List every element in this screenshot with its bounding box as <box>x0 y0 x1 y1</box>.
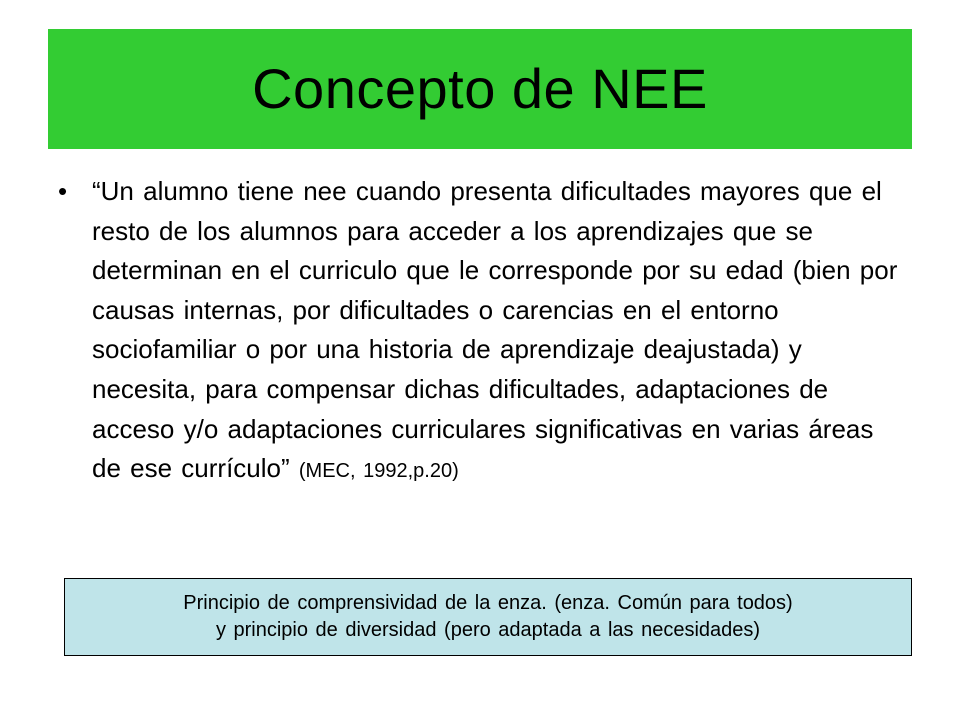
slide-title: Concepto de NEE <box>252 57 708 120</box>
note-line-1: Principio de comprensividad de la enza. (enza. Común para todos) <box>183 592 793 614</box>
slide-body <box>58 172 898 492</box>
title-banner <box>48 29 912 149</box>
bullet-icon: • <box>58 176 68 206</box>
quote-text: “Un alumno tiene nee cuando presenta dificultades mayores que el resto de los alumnos para acceder a los aprendizajes que se determinan en el curriculo que le corresponde por su edad (bien por causas internas, por dificultades o carencias en el entorno sociofamiliar o por una historia de aprendizaje deajustada) y necesita, para compensar dichas dificultades, adaptaciones de acceso y/o adaptaciones curriculares significativas en varias áreas de ese currículo” <box>92 176 898 484</box>
citation: (MEC, 1992,p.20) <box>298 460 459 483</box>
quote-paragraph <box>92 172 898 492</box>
principles-note-box <box>64 578 912 656</box>
bullet-item <box>58 172 898 492</box>
note-line-2: y principio de diversidad (pero adaptada a las necesidades) <box>215 619 761 641</box>
